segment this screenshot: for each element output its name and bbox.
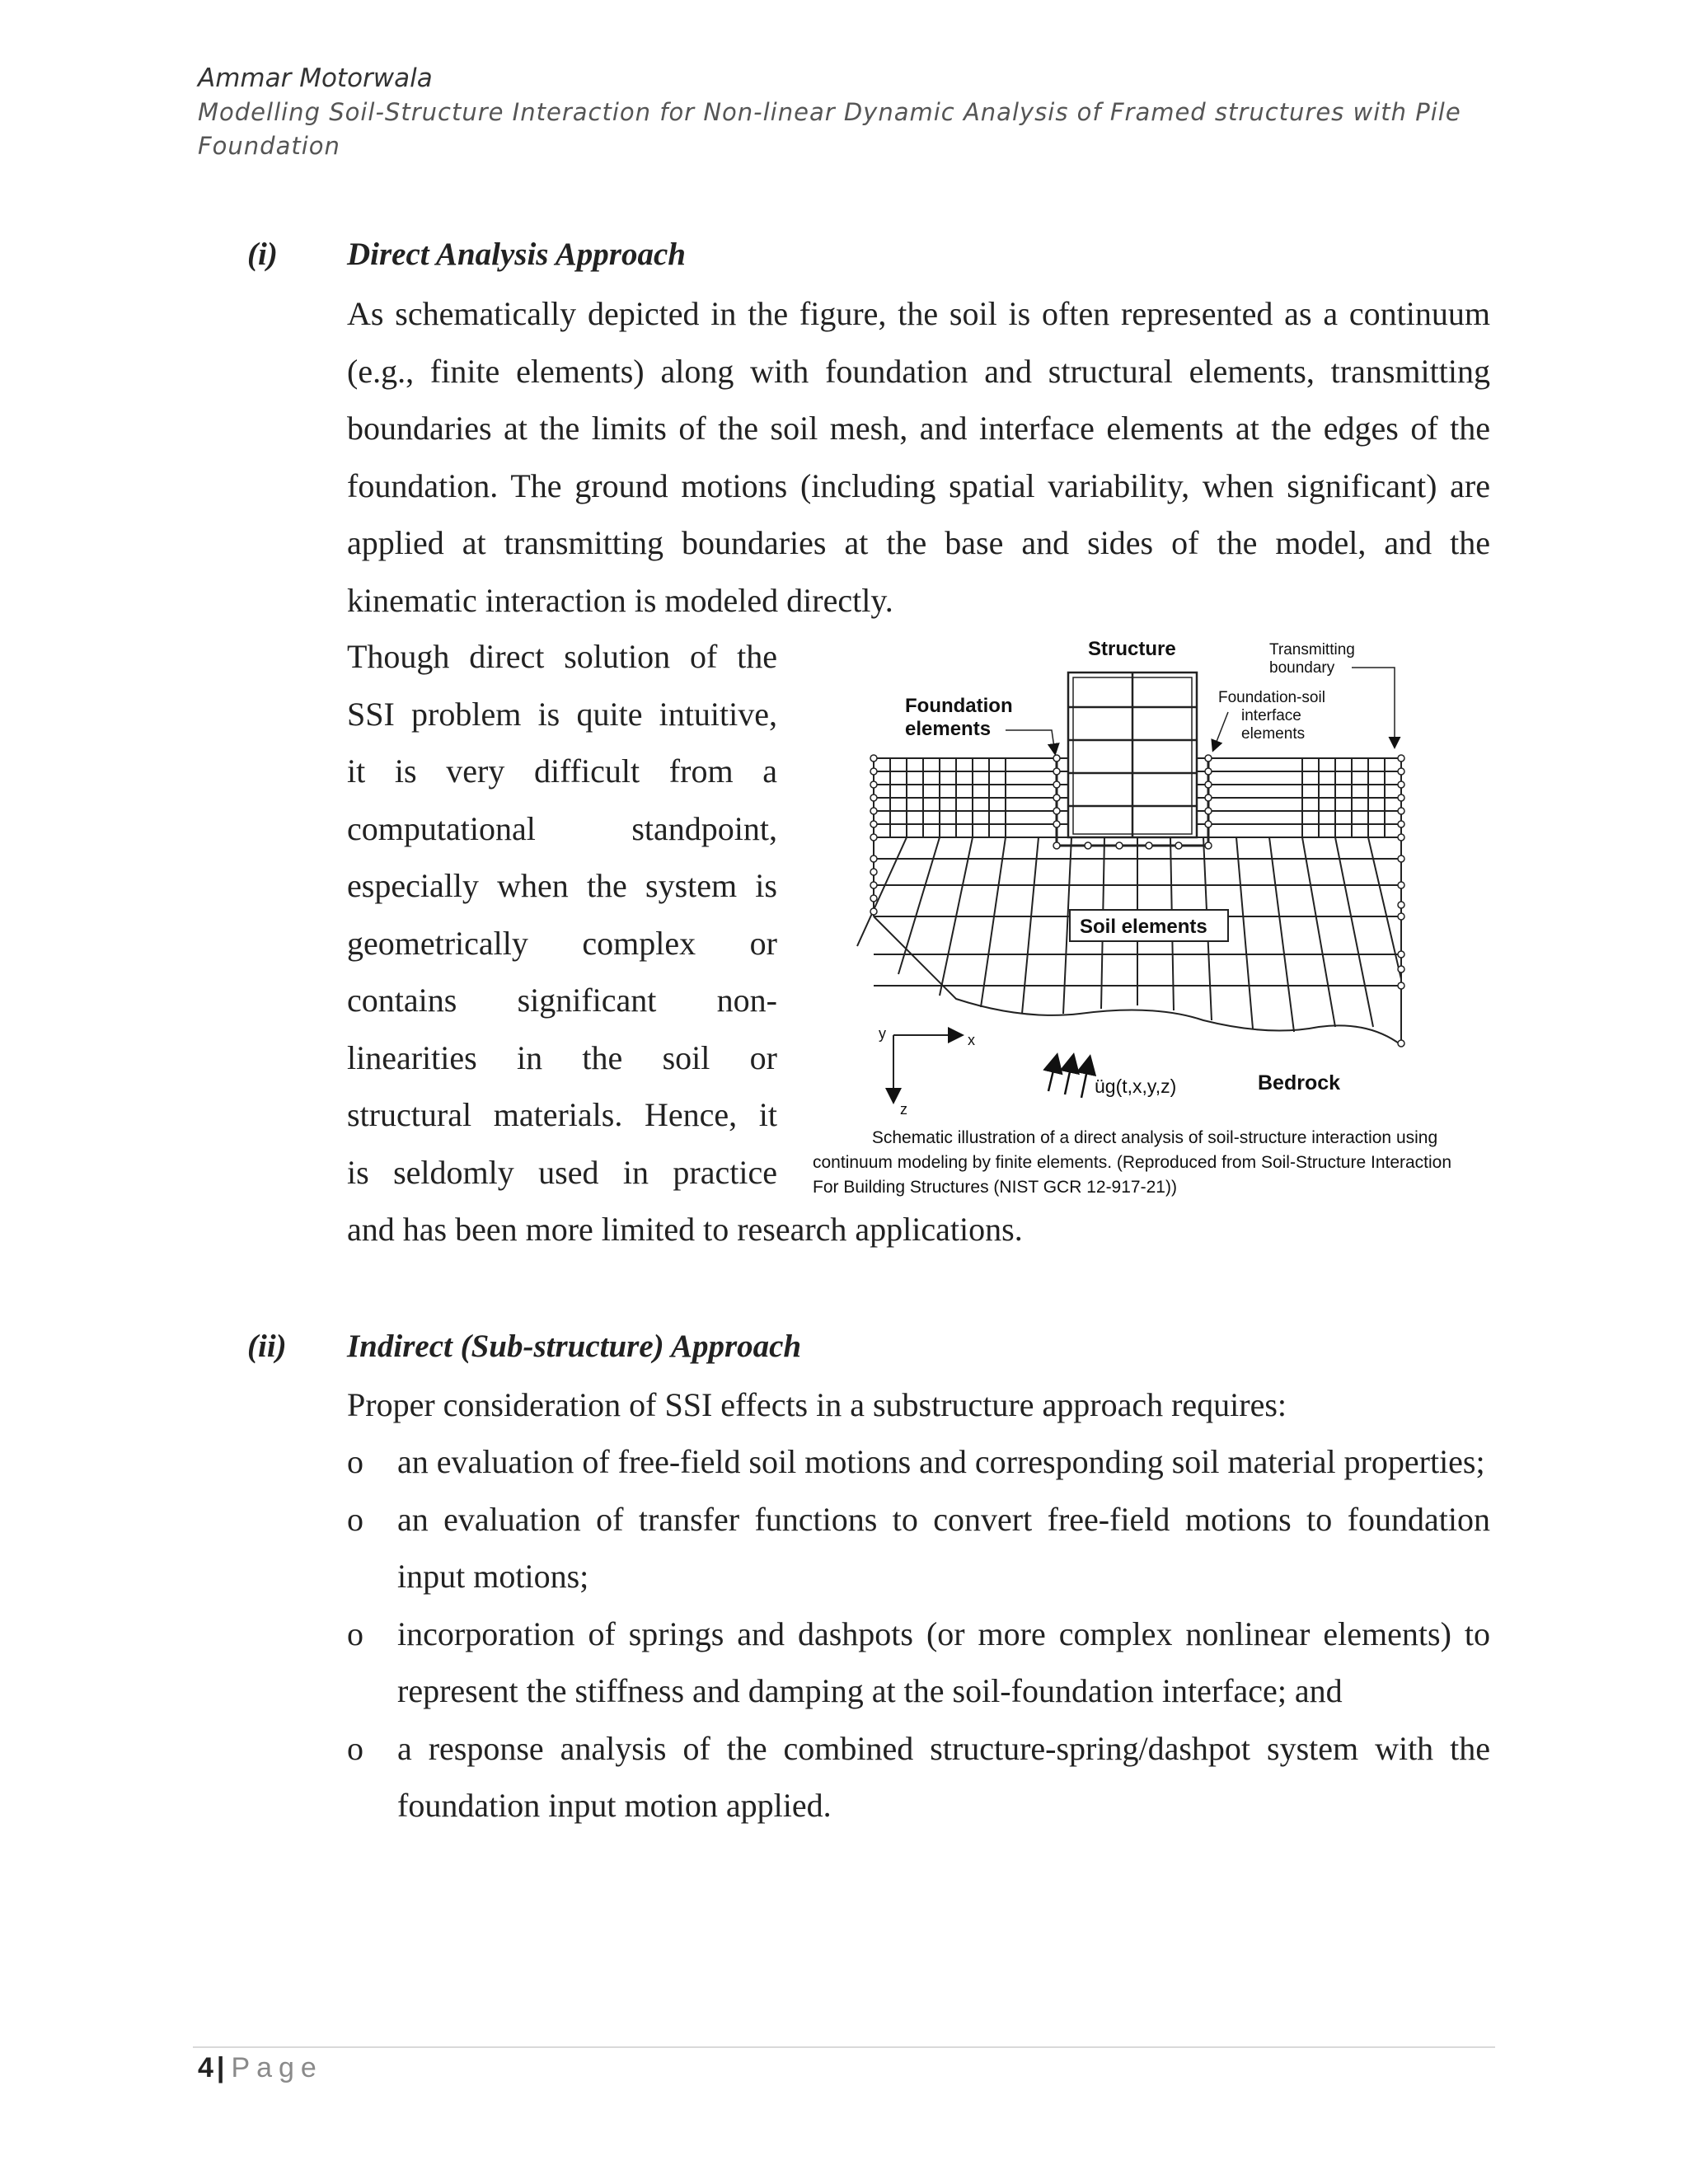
para2-line: computational standpoint,	[347, 809, 777, 847]
foundation-pointer	[1006, 730, 1055, 753]
section-1-title: Direct Analysis Approach	[347, 237, 686, 272]
section-1-paragraph-2	[347, 628, 777, 1201]
para2-line: geometrically complex or	[347, 924, 777, 962]
label-foundation-2: elements	[905, 718, 992, 740]
section-2-intro-text: Proper consideration of SSI effects in a substructure approach requires:	[347, 1386, 1287, 1423]
header-title-line1: Modelling Soil-Structure Interaction for Non-linear Dynamic Analysis of Framed structures with Pile	[198, 98, 1461, 126]
para2-line: it is very difficult from a	[347, 752, 777, 790]
caption-line-1: Schematic illustration of a direct analysis of soil-structure interaction using	[871, 1128, 1438, 1147]
axis-z-label: z	[900, 1101, 907, 1118]
footer-separator: |	[216, 2052, 225, 2083]
para2-line: especially when the system is	[347, 867, 777, 904]
label-transmitting-2: boundary	[1269, 659, 1335, 677]
para2-line: linearities in the soil or	[347, 1038, 777, 1076]
para2-line: is seldomly used in practice	[347, 1153, 777, 1191]
list-item-text: an evaluation of transfer functions to convert free-field motions to foundation input motions;	[397, 1500, 1490, 1595]
label-soil-elements: Soil elements	[1080, 916, 1207, 938]
page-word: Page	[231, 2052, 323, 2083]
page-footer	[198, 2052, 323, 2084]
para2-line: structural materials. Hence, it	[347, 1096, 777, 1133]
structure-frame	[1068, 673, 1197, 837]
section-1-paragraph-2-last	[347, 1201, 1490, 1258]
page-number: 4	[198, 2052, 213, 2083]
list-item-text: an evaluation of free-field soil motions and corresponding soil material properties;	[397, 1443, 1485, 1480]
para2-last-line: and has been more limited to research applications.	[347, 1211, 1023, 1248]
label-bedrock: Bedrock	[1258, 1071, 1341, 1094]
label-interface-3: elements	[1241, 725, 1306, 743]
ground-motion-arrows-icon	[1048, 1057, 1090, 1098]
list-item	[347, 1720, 1490, 1835]
list-item	[347, 1433, 1490, 1491]
label-structure: Structure	[1088, 638, 1176, 660]
axis-y-label: y	[879, 1025, 886, 1042]
bullet-marker: o	[347, 1500, 363, 1538]
list-item-text: a response analysis of the combined structure-spring/dashpot system with the foundation input motion applied.	[397, 1729, 1490, 1824]
label-ground-motion: üg(t,x,y,z)	[1095, 1076, 1177, 1097]
label-transmitting-1: Transmitting	[1269, 641, 1355, 658]
bullet-marker: o	[347, 1615, 363, 1652]
section-2-number: (ii)	[247, 1329, 287, 1364]
transmitting-pointer	[1352, 668, 1395, 747]
para2-line: Though direct solution of the	[347, 638, 777, 675]
footer-divider	[193, 2046, 1495, 2048]
section-1-paragraph-1-text: As schematically depicted in the figure, the soil is often represented as a continuum (e.g., finite elements) along with foundation and structural elements, transmitting boundaries at the limits of the soil mesh, and interface elements at the edges of the foundation. The ground motions (including spatial variability, when significant) are applied at transmitting boundaries at the base and sides of the model, and the kinematic interaction is modeled directly.	[347, 295, 1490, 619]
label-interface-2: interface	[1241, 707, 1301, 724]
bullet-marker: o	[347, 1443, 363, 1480]
interface-pointer	[1213, 712, 1228, 750]
label-foundation-1: Foundation	[905, 695, 1013, 717]
para2-line: contains significant non-	[347, 982, 777, 1019]
axis-x-label: x	[968, 1032, 975, 1048]
header-author: Ammar Motorwala	[198, 63, 433, 93]
para2-line: SSI problem is quite intuitive,	[347, 695, 777, 733]
ssi-diagram	[808, 633, 1497, 1127]
running-header	[198, 61, 1517, 163]
bullet-marker: o	[347, 1729, 363, 1767]
section-1-paragraph-1	[347, 285, 1490, 629]
requirements-list	[347, 1433, 1490, 1835]
ssi-figure	[808, 633, 1497, 1202]
axes-icon	[893, 1035, 961, 1101]
header-title-line2: Foundation	[198, 132, 340, 160]
section-2-title: Indirect (Sub-structure) Approach	[347, 1329, 802, 1364]
figure-caption	[813, 1126, 1497, 1200]
section-1-number: (i)	[247, 237, 278, 272]
list-item-text: incorporation of springs and dashpots (or more complex nonlinear elements) to represent the stiffness and damping at the soil-foundation interface; and	[397, 1615, 1490, 1709]
caption-line-3: For Building Structures (NIST GCR 12-917-21))	[813, 1178, 1177, 1197]
caption-line-2: continuum modeling by finite elements. (Reproduced from Soil-Structure Interaction	[813, 1153, 1452, 1172]
list-item	[347, 1491, 1490, 1605]
list-item	[347, 1605, 1490, 1720]
label-interface-1: Foundation-soil	[1218, 689, 1325, 706]
section-2-intro	[347, 1376, 1490, 1434]
